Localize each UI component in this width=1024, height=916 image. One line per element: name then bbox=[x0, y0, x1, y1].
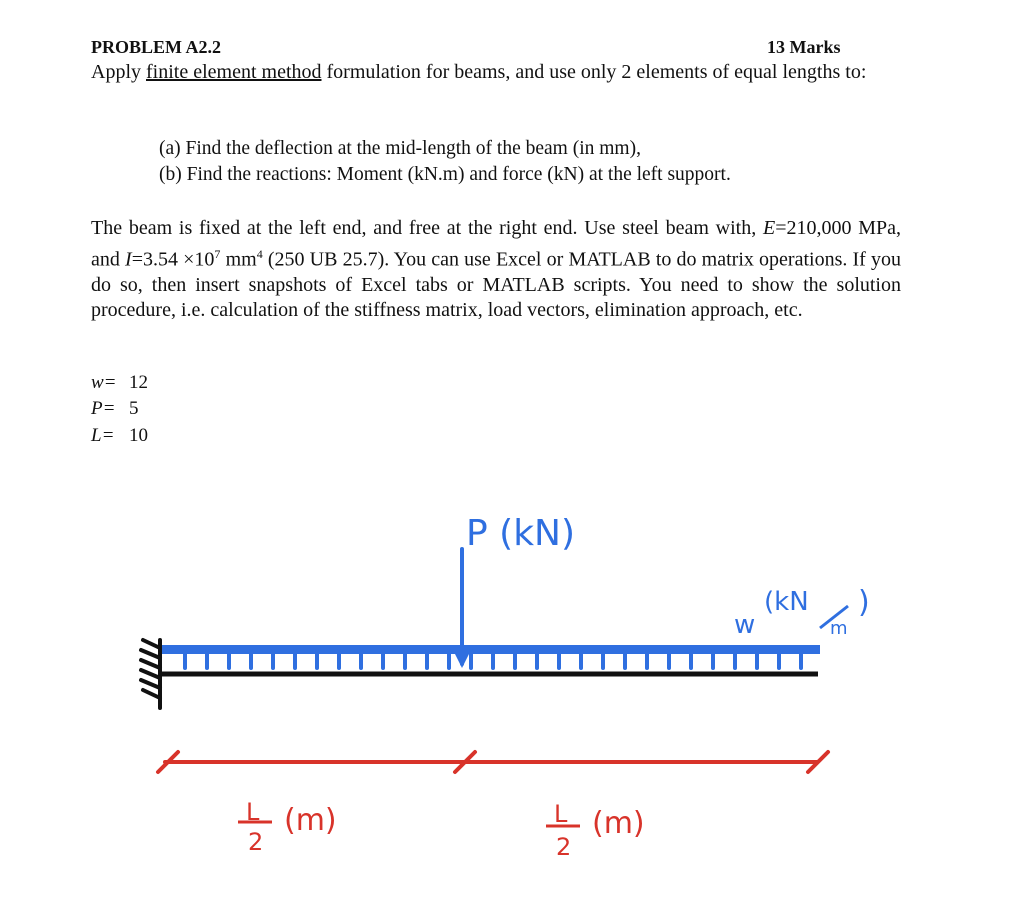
dimension-line bbox=[158, 752, 828, 772]
left-numerator: L bbox=[246, 798, 260, 826]
var-l-symbol: L= bbox=[91, 425, 115, 446]
mm-unit: mm bbox=[220, 248, 257, 271]
w-letter: w bbox=[734, 610, 756, 640]
segment-left-label bbox=[238, 798, 337, 856]
w-units-numerator: (kN bbox=[764, 587, 809, 617]
var-w-symbol: w= bbox=[91, 372, 117, 393]
e-symbol: E bbox=[762, 217, 776, 239]
distributed-load-bar bbox=[160, 645, 820, 654]
point-load-arrowhead bbox=[455, 654, 469, 668]
right-denominator: 2 bbox=[556, 833, 572, 861]
desc-s2: (250 UB 25.7). You can use Excel or MATLAB to do matrix operations. If you do so, then insert snapshots of Excel tabs or MATLAB scripts. You need to show the solution procedure, i.e. calculation of the stiffness matrix, load vectors, elimination approach, etc. bbox=[91, 248, 901, 322]
problem-title: PROBLEM A2.2 bbox=[91, 37, 222, 57]
marks-label: 13 Marks bbox=[767, 37, 841, 57]
e-value: =210,000 MPa, and bbox=[91, 217, 902, 271]
i-symbol: I bbox=[125, 248, 132, 271]
var-p-value: 5 bbox=[129, 398, 139, 419]
intro-pre: Apply bbox=[91, 61, 146, 83]
intro-post: formulation for beams, and use only 2 elements of equal lengths to: bbox=[321, 61, 867, 83]
i-value: =3.54 ×10 bbox=[131, 248, 215, 271]
segment-right-label bbox=[546, 800, 645, 861]
mm-exponent: 4 bbox=[256, 246, 263, 261]
distributed-load-label bbox=[734, 585, 870, 640]
right-unit: (m) bbox=[592, 806, 645, 841]
left-unit: (m) bbox=[284, 803, 337, 838]
w-units-close: ) bbox=[858, 585, 870, 620]
fixed-support bbox=[141, 640, 160, 708]
left-denominator: 2 bbox=[248, 828, 264, 856]
task-b: (b) Find the reactions: Moment (kN.m) and force (kN) at the left support. bbox=[159, 164, 731, 185]
fem-link[interactable]: finite element method bbox=[146, 61, 322, 83]
var-p-symbol: P= bbox=[91, 398, 116, 419]
w-units-denominator: m bbox=[830, 618, 848, 639]
i-exponent: 7 bbox=[214, 246, 221, 261]
task-a: (a) Find the deflection at the mid-length of the beam (in mm), bbox=[159, 138, 641, 159]
right-numerator: L bbox=[554, 800, 568, 828]
desc-s1: The beam is fixed at the left end, and free at the right end. Use steel beam with, bbox=[91, 217, 763, 239]
var-w-value: 12 bbox=[129, 372, 148, 393]
var-l-value: 10 bbox=[129, 425, 148, 446]
point-load-label: P (kN) bbox=[466, 513, 576, 554]
